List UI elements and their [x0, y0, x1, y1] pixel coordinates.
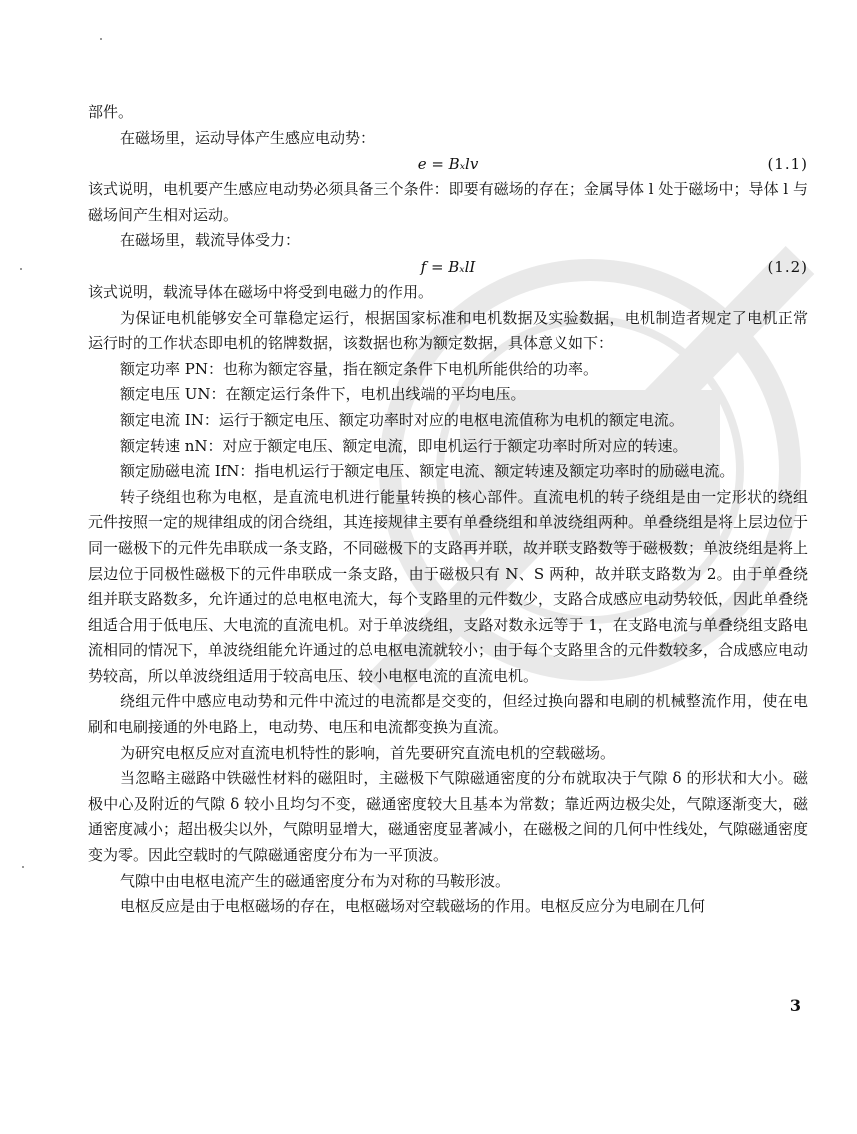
equation-expression: f = BₓlI: [420, 257, 476, 276]
paragraph: 绕组元件中感应电动势和元件中流过的电流都是交变的，但经过换向器和电刷的机械整流作用，使在电刷和电刷接通的外电路上，电动势、电压和电流都变换为直流。: [88, 692, 808, 737]
equation-number: (1.2): [767, 257, 808, 276]
paragraph: 部件。: [88, 103, 134, 121]
rated-current-item: 额定电流 IN：运行于额定电压、额定功率时对应的电枢电流值称为电机的额定电流。: [120, 410, 684, 429]
paragraph: 在磁场里，载流导体受力：: [120, 231, 301, 250]
rated-field-current-item: 额定励磁电流 IfN：指电机运行于额定电压、额定电流、额定转速及额定功率时的励磁电流。: [120, 462, 735, 481]
paragraph: 在磁场里，运动导体产生感应电动势：: [120, 128, 376, 147]
equation-1-1: [88, 151, 808, 177]
scan-speck: [20, 268, 22, 270]
paragraph: 电枢反应是由于电枢磁场的存在，电枢磁场对空载磁场的作用。电枢反应分为电刷在几何: [120, 897, 706, 916]
rated-power-item: 额定功率 PN：也称为额定容量，指在额定条件下电机所能供给的功率。: [120, 359, 598, 378]
equation-number: (1.1): [767, 155, 808, 174]
paragraph: 该式说明，电机要产生感应电动势必须具备三个条件：即要有磁场的存在；金属导体 l 处于磁场中；导体 l 与磁场间产生相对运动。: [88, 180, 808, 224]
body-text: [88, 100, 808, 920]
scan-speck: [100, 38, 102, 40]
rated-speed-item: 额定转速 nN：对应于额定电压、额定电流，即电机运行于额定功率时所对应的转速。: [120, 436, 688, 455]
paragraph: 该式说明，载流导体在磁场中将受到电磁力的作用。: [88, 282, 434, 301]
scan-speck: [22, 866, 24, 868]
equation-1-2: [88, 254, 808, 280]
paragraph: 为保证电机能够安全可靠稳定运行，根据国家标准和电机数据及实验数据，电机制造者规定了电机正常运行时的工作状态即电机的铭牌数据，该数据也称为额定数据，具体意义如下：: [88, 308, 808, 353]
paragraph: 当忽略主磁路中铁磁性材料的磁阻时，主磁极下气隙磁通密度的分布就取决于气隙 δ 的形状和大小。磁极中心及附近的气隙 δ 较小且均匀不变，磁通密度较大且基本为常数；靠近两边极尖处，气隙逐渐变大，磁通密度减小；超出极尖以外，气隙明显增大，磁通密度显著减小，在磁极之间的几何中性线处，气隙磁通密度变为零。因此空载时的气隙磁通密度分布为一平顶波。: [88, 769, 809, 865]
paragraph: 气隙中由电枢电流产生的磁通密度分布为对称的马鞍形波。: [120, 871, 511, 890]
equation-expression: e = Bₓlv: [417, 155, 479, 174]
paragraph: 为研究电枢反应对直流电机特性的影响，首先要研究直流电机的空载磁场。: [120, 743, 616, 762]
rated-voltage-item: 额定电压 UN：在额定运行条件下，电机出线端的平均电压。: [120, 385, 526, 404]
page-number: 3: [789, 996, 801, 1015]
paragraph: 转子绕组也称为电枢，是直流电机进行能量转换的核心部件。直流电机的转子绕组是由一定形状的绕组元件按照一定的规律组成的闭合绕组，其连接规律主要有单叠绕组和单波绕组两种。单叠绕组是将上层边位于同一磁极下的元件先串联成一条支路，不同磁极下的支路再并联，故并联支路数等于磁极数；单波绕组是将上层边位于同极性磁极下的元件串联成一条支路，由于磁极只有 N、S 两种，故并联支路数为 2。由于单叠绕组并联支路数多，允许通过的总电枢电流大，每个支路里的元件数少，支路合成感应电动势较低，因此单叠绕组适合用于低电压、大电流的直流电机。对于单波绕组，支路对数永远等于 1，在支路电流与单叠绕组支路电流相同的情况下，单波绕组能允许通过的总电枢电流就较小；由于每个支路里含的元件数较多，合成感应电动势较高，所以单波绕组适用于较高电压、较小电枢电流的直流电机。: [88, 487, 809, 685]
